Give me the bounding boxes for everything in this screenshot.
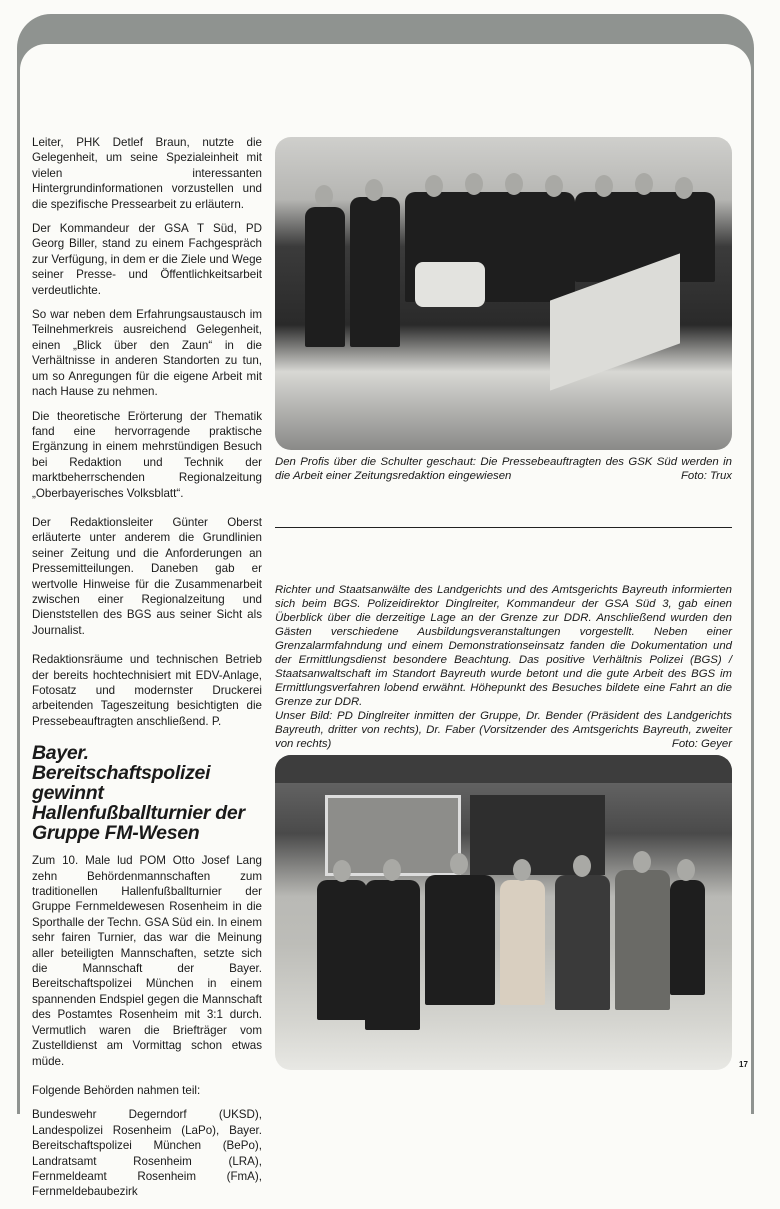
photo-credit: Foto: Trux [680,470,732,482]
divider [275,527,732,528]
photo-caption [275,583,732,751]
paragraph: Bundeswehr Degerndorf (UKSD), Landespolizei Rosenheim (LaPo), Bayer. Bereitschaftspolizei München (BePo), Landratsamt Rosenheim (LRA), Fernmeldeamt Rosenheim (FmA), Fernmeldebaubezirk [32,1108,262,1199]
paragraph: Die theoretische Erörterung der Thematik fand eine hervorragende praktische Ergänzung in einem mehrstündigen Besuch bei Redaktion und Technik der marktbeherrschenden Regionalzeitung „Oberbayerisches Volksblatt“. [32,409,262,500]
paragraph: Der Redaktionsleiter Günter Oberst erläuterte unter anderem die Grundlinien seiner Zeitung und die Anforderungen an Pressemitteilungen. Daneben gab er wertvolle Hinweise für die Zusammenarbeit zwischen einer Regionalzeitung und Dienststellen des BGS aus seiner Sicht als Journalist. [32,515,262,637]
paragraph: Der Kommandeur der GSA T Süd, PD Georg Biller, stand zu einem Fachgespräch zur Verfügung, in dem er die Ziele und Wege seiner Presse- und Öffentlichkeitsarbeit verdeutlichte. [32,222,262,297]
article-headline: Bayer. Bereitschaftspolizei gewinnt Hallenfußballturnier der Gruppe FM-Wesen [32,742,245,845]
photo-newsroom [275,137,732,450]
paragraph: So war neben dem Erfahrungsaustausch im Teilnehmerkreis ausreichend Gelegenheit, einen „Blick über den Zaun“ in die Verhältnisse in anderen Standorten zu tun, um so Anregungen für die eigene Arbeit mit nach Hause zu nehmen. [32,308,262,399]
photo-caption [275,455,732,483]
paragraph: Zum 10. Male lud POM Otto Josef Lang zehn Behördenmannschaften zum traditionellen Hallenfußballturnier der Gruppe Fernmeldewesen Rosenheim in die Sporthalle der Techn. GSA Süd ein. In einem sehr fairen Turnier, das war die Meinung aller beteiligten Mannschaften, setzte sich die Mannschaft der Bayer. Bereitschaftspolizei München in einem spannenden Endspiel gegen die Mannschaft des Postamtes Rosenheim mit 3:1 durch. Vermutlich waren die Briefträger vom Zustelldienst am Vormittag schon etwas müde. [32,854,262,1068]
paragraph: Folgende Behörden nahmen teil: [32,1083,201,1097]
photo-credit: Foto: Geyer [671,738,732,750]
caption-text: Unser Bild: PD Dinglreiter inmitten der Gruppe, Dr. Bender (Präsident des Landgerichts Bayreuth, dritter von rechts), Dr. Faber (Vorsitzender des Amtsgerichts Bayreuth, zweiter von rechts) [275,710,732,750]
left-column [32,135,262,1209]
photo-group [275,755,732,1070]
paragraph: Redaktionsräume und technischen Betrieb der bereits hochtechnisiert mit EDV-Anlage, Fotosatz und modernster Druckerei arbeitenden Tageszeitung besichtigten die Pressebeauftragten anschließend. P. [32,653,262,728]
page-number: 17 [739,1060,748,1069]
caption-text: Den Profis über die Schulter geschaut: Die Pressebeauftragten des GSK Süd werden in die Arbeit einer Zeitungsredaktion eingewiesen [275,456,732,482]
caption-text: Richter und Staatsanwälte des Landgerichts und des Amtsgerichts Bayreuth informierten sich beim BGS. Polizeidirektor Dinglreiter, Kommandeur der GSA Süd 3, gab einen Überblick über die derzeitige Lage an der Grenze zur DDR. Anschließend wurden den Gästen verschiedene Ausbildungsveranstaltungen vorgestellt. Neben einer Grenzalarmfahndung und einem Demonstrationseinsatz fanden die Dokumentation und der Ermittlungsdienst besondere Beachtung. Das positive Verhältnis Polizei (BGS) / Staatsanwaltschaft im Standort Bayreuth wurde betont und die gute Arbeit des BGS im Ermittlungsverfahren lobend erwähnt. Höhepunkt des Besuches bildete eine Fahrt an die Grenze zur DDR. [275,584,732,708]
paragraph: Leiter, PHK Detlef Braun, nutzte die Gelegenheit, um seine Spezialeinheit mit vielen interessanten Hintergrundinformationen vorzustellen und die spezifische Pressearbeit zu erläutern. [32,136,262,211]
